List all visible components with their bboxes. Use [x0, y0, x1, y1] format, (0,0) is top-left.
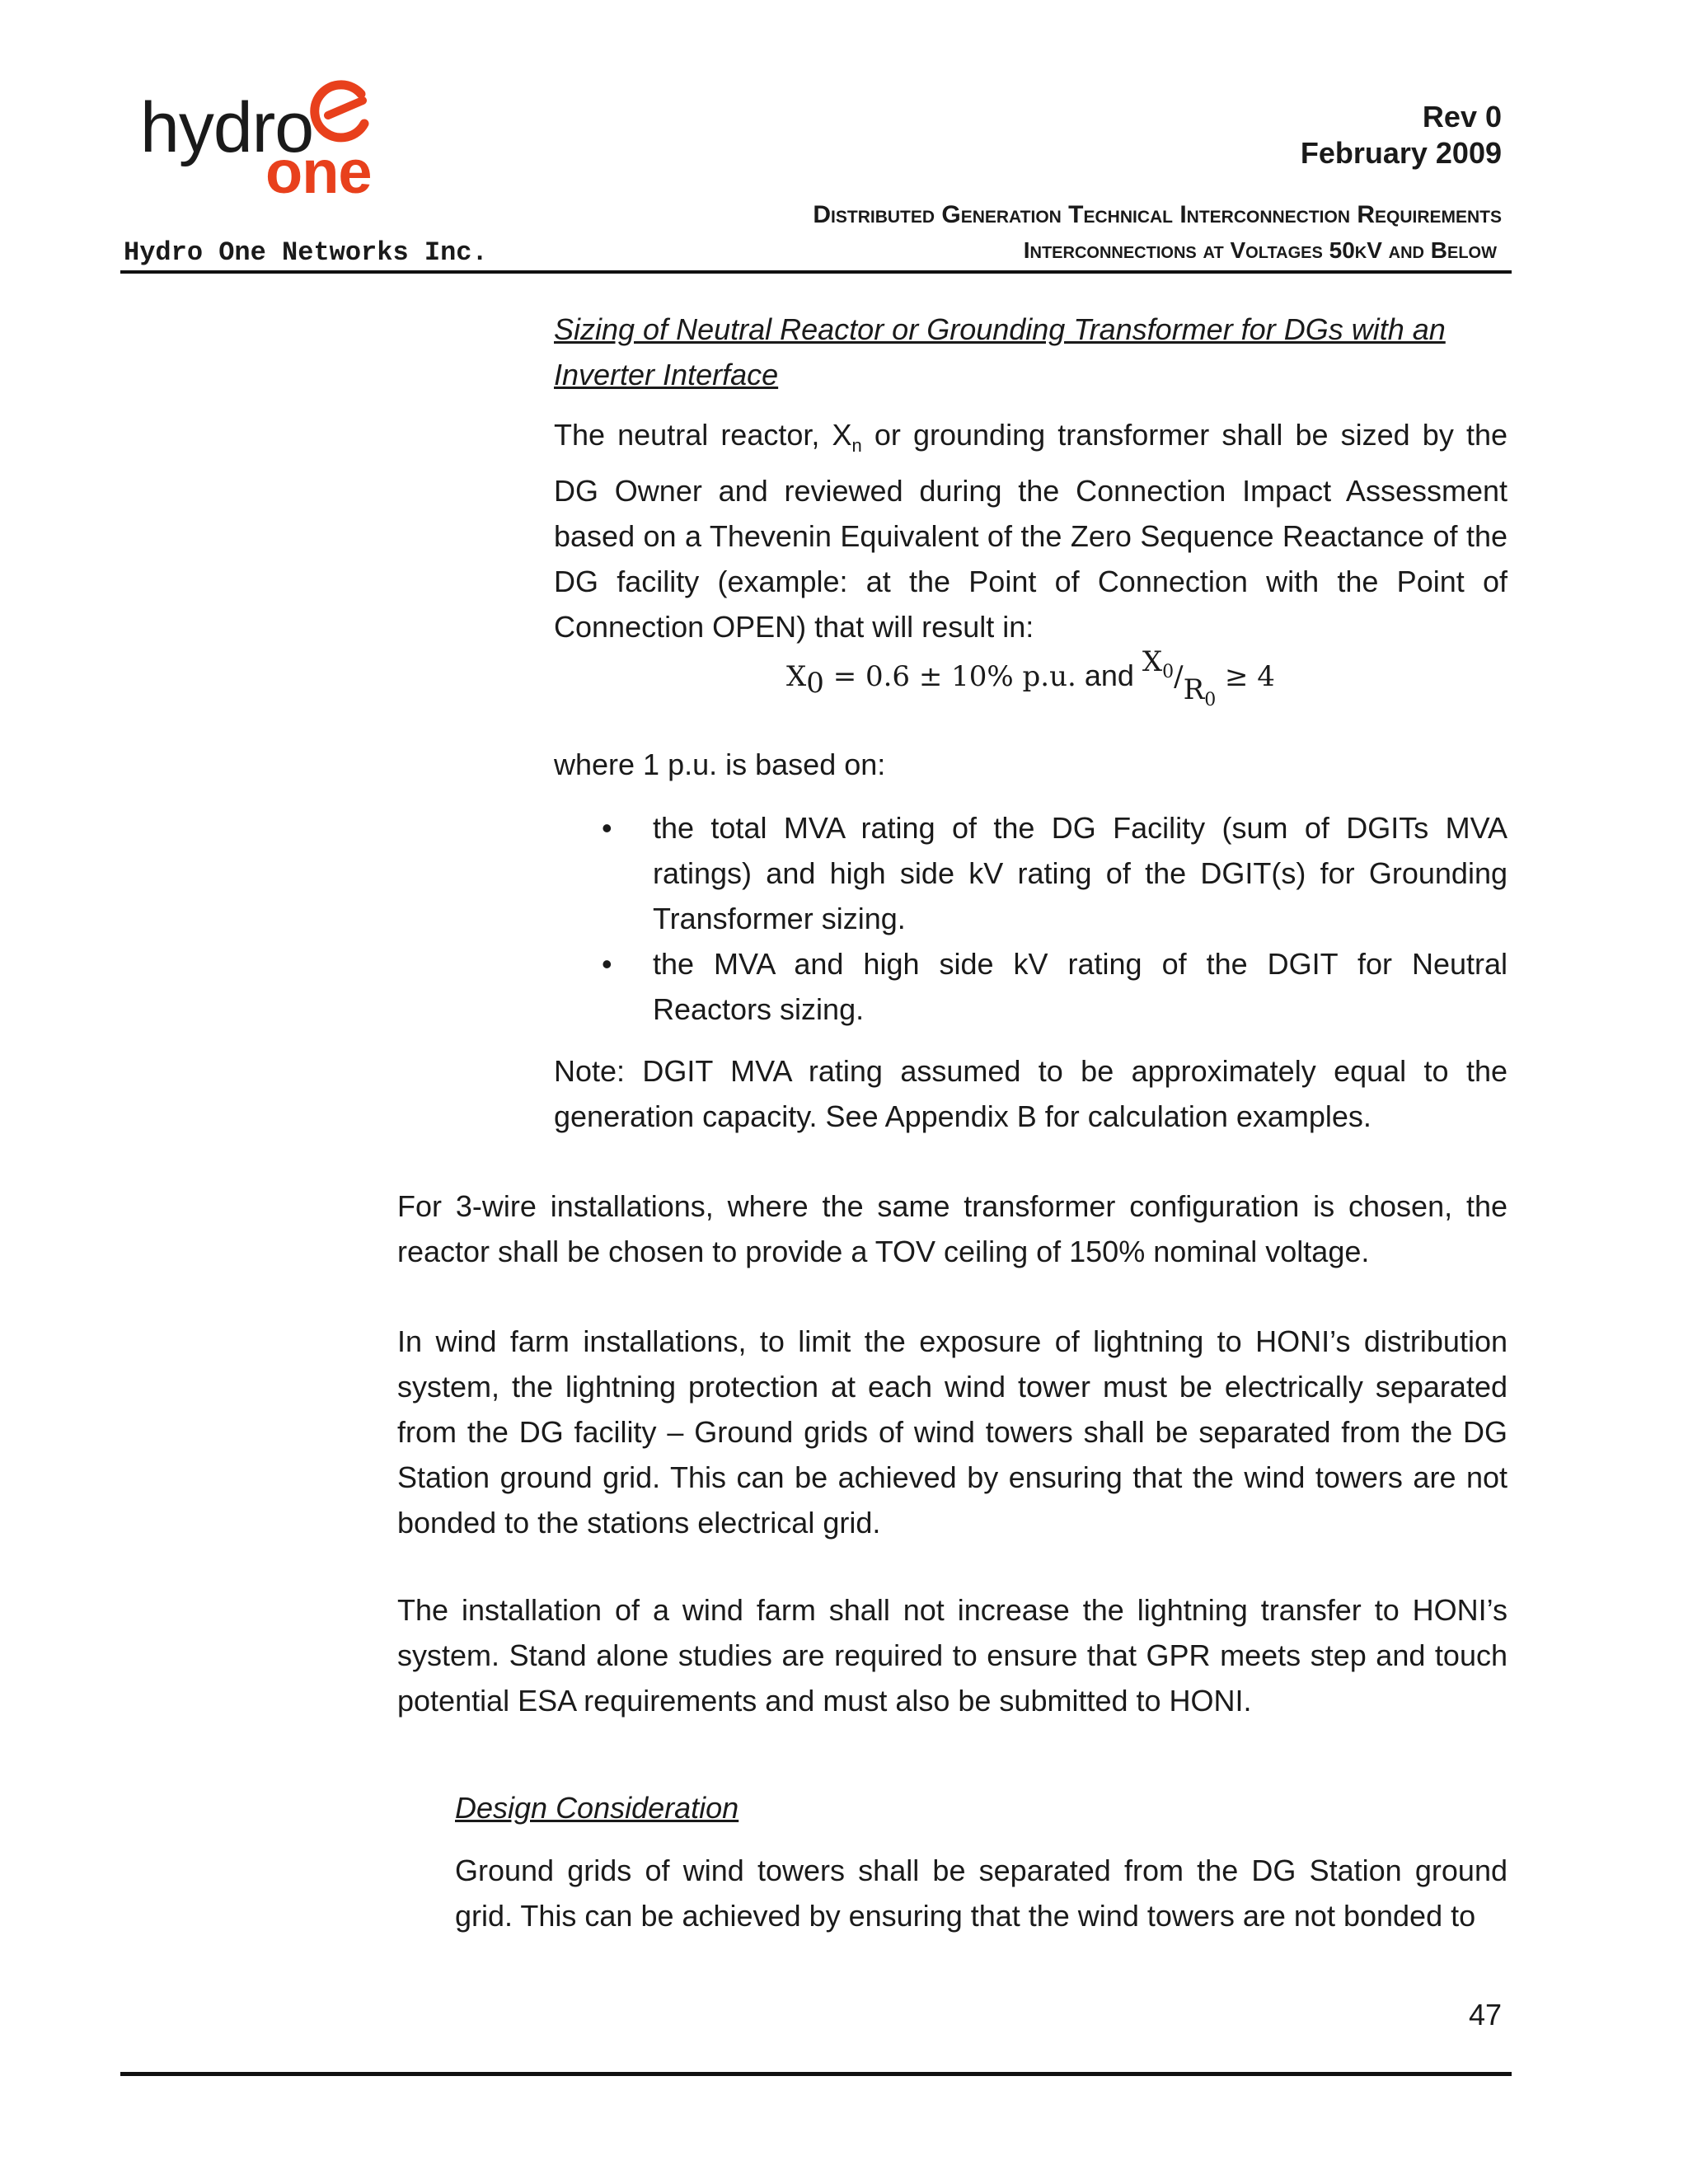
- paragraph-neutral-reactor: [554, 412, 1507, 649]
- paragraph-where: where 1 p.u. is based on:: [554, 748, 886, 781]
- footer-rule: [120, 2072, 1512, 2076]
- formula-den-sub: 0: [1204, 689, 1217, 710]
- formula-x0-sub: 0: [806, 667, 824, 701]
- logo-swirl-icon: [303, 76, 374, 147]
- document-subtitle: Interconnections at Voltages 50kV and Below: [1023, 237, 1497, 263]
- paragraph-note: Note: DGIT MVA rating assumed to be approximately equal to the generation capacity. See Appendix B for calculation examples.: [554, 1054, 1507, 1133]
- revision: Rev 0: [1422, 100, 1502, 134]
- paragraph-wind-farm-transfer: The installation of a wind farm shall not increase the lightning transfer to HONI’s system. Stand alone studies are required to ensure that GPR meets step and touch potential ESA requirements and must also be submitted to HONI.: [397, 1593, 1507, 1718]
- formula-x0: [554, 645, 1507, 712]
- formula-num-symbol: X: [1142, 645, 1163, 678]
- formula-den-symbol: R: [1183, 673, 1205, 706]
- page-number: 47: [1468, 1998, 1502, 2032]
- para-text-end: or grounding transformer shall be sized by the DG Owner and reviewed during the Connection Impact Assessment based on a Thevenin Equivalent of the Zero Sequence Reactance of the DG facility (example: at the Point of Connection with the Point of Connection OPEN) that will result in:: [554, 418, 1507, 644]
- company-name: Hydro One Networks Inc.: [124, 237, 488, 268]
- bullet-icon: •: [602, 811, 612, 845]
- hydro-one-logo: [140, 76, 387, 206]
- formula-slash: /: [1174, 660, 1184, 693]
- revision-block: [1301, 99, 1502, 171]
- document-title: Distributed Generation Technical Interconnection Requirements: [813, 201, 1502, 228]
- formula-and: and: [1076, 658, 1142, 692]
- formula-inequality: ≥ 4: [1216, 660, 1275, 693]
- formula-numerator: [1142, 645, 1175, 682]
- formula-x0-symbol: X: [786, 660, 807, 693]
- paragraph-3-wire: For 3-wire installations, where the same transformer configuration is chosen, the reactor shall be chosen to provide a TOV ceiling of 150% nominal voltage.: [397, 1189, 1507, 1268]
- paragraph-wind-farm-lightning: In wind farm installations, to limit the exposure of lightning to HONI’s distribution system, the lightning protection at each wind tower must be electrically separated from the DG facility – Ground grids of wind towers shall be separated from the DG Station ground grid. This can be achieved by ensuring that the wind towers are not bonded to the stations electrical grid.: [397, 1324, 1507, 1540]
- paragraph-design-consideration: Ground grids of wind towers shall be separated from the DG Station ground grid. This can be achieved by ensuring that the wind towers are not bonded to: [455, 1854, 1507, 1933]
- formula-num-sub: 0: [1162, 661, 1175, 682]
- formula-denominator: [1183, 673, 1217, 710]
- logo-word-hydro: hydro: [140, 88, 314, 167]
- bullet-icon: •: [602, 947, 612, 981]
- section-heading-sizing: Sizing of Neutral Reactor or Grounding Transformer for DGs with an Inverter Interface: [554, 312, 1446, 391]
- revision-date: February 2009: [1300, 136, 1502, 170]
- formula-expression: = 0.6 ± 10% p.u.: [823, 660, 1076, 693]
- logo-word-one: one: [265, 138, 372, 206]
- header-rule: [120, 270, 1512, 274]
- subscript-n: n: [851, 435, 862, 457]
- bullet-text: the MVA and high side kV rating of the DGIT for Neutral Reactors sizing.: [653, 947, 1507, 1026]
- bullet-text: the total MVA rating of the DG Facility (sum of DGITs MVA ratings) and high side kV rating of the DGIT(s) for Grounding Transformer sizing.: [653, 811, 1507, 935]
- section-heading-design: Design Consideration: [455, 1791, 739, 1825]
- para-text-start: The neutral reactor, X: [554, 418, 852, 452]
